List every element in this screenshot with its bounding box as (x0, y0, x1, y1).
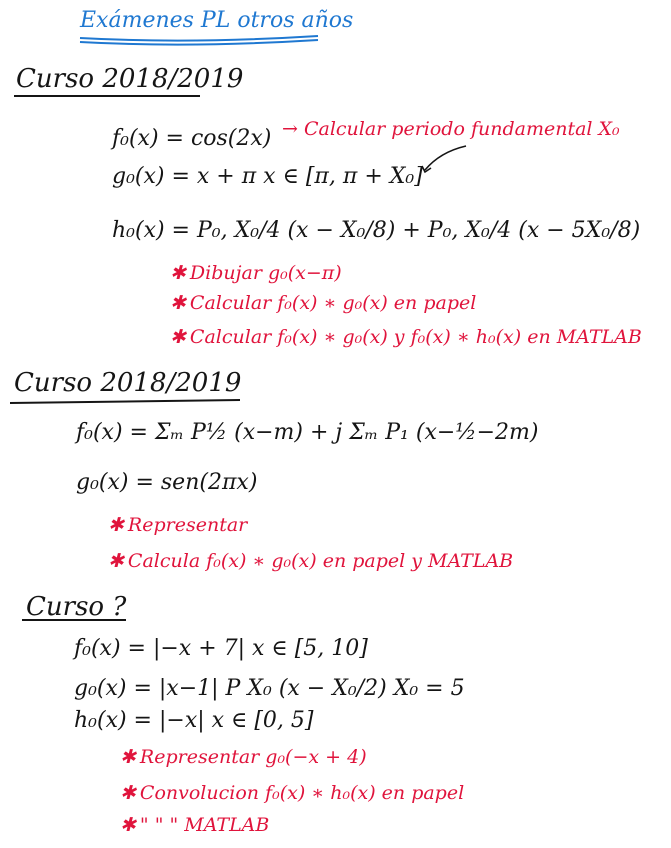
task-3-2: ✱ Convolucion f₀(x) ∗ h₀(x) en papel (120, 782, 465, 804)
task-3-3: ✱ " " " MATLAB (120, 814, 270, 836)
equation-1-3: h₀(x) = P₀, X₀/4 (x − X₀/8) + P₀, X₀/4 (x − 5X₀/8) (112, 218, 641, 243)
equation-3-1: f₀(x) = |−x + 7| x ∈ [5, 10] (74, 636, 368, 661)
equation-3-3: h₀(x) = |−x| x ∈ [0, 5] (74, 708, 314, 733)
task-2-2: ✱ Calcula f₀(x) ∗ g₀(x) en papel y MATLAB (108, 550, 514, 572)
course-heading-3: Curso ? (26, 592, 127, 622)
equation-2-2: g₀(x) = sen(2πx) (76, 470, 258, 495)
course-heading-1: Curso 2018/2019 (16, 64, 244, 94)
task-3-1: ✱ Representar g₀(−x + 4) (120, 746, 367, 768)
equation-1-2: g₀(x) = x + π x ∈ [π, π + X₀] (112, 164, 423, 189)
page-title: Exámenes PL otros años (80, 8, 354, 33)
equation-1-1: f₀(x) = cos(2x) (112, 126, 272, 151)
equation-3-2: g₀(x) = |x−1| P X₀ (x − X₀/2) X₀ = 5 (74, 676, 465, 701)
course-heading-2: Curso 2018/2019 (14, 368, 242, 398)
task-1-1: ✱ Dibujar g₀(x−π) (170, 262, 342, 284)
task-1-2: ✱ Calcular f₀(x) ∗ g₀(x) en papel (170, 292, 477, 314)
task-1-3: ✱ Calcular f₀(x) ∗ g₀(x) y f₀(x) ∗ h₀(x) en MATLAB (170, 326, 642, 348)
task-2-1: ✱ Representar (108, 514, 248, 536)
equation-2-1: f₀(x) = Σₘ P½ (x−m) + j Σₘ P₁ (x−½−2m) (76, 420, 539, 445)
note-periodo: → Calcular periodo fundamental X₀ (282, 118, 620, 140)
